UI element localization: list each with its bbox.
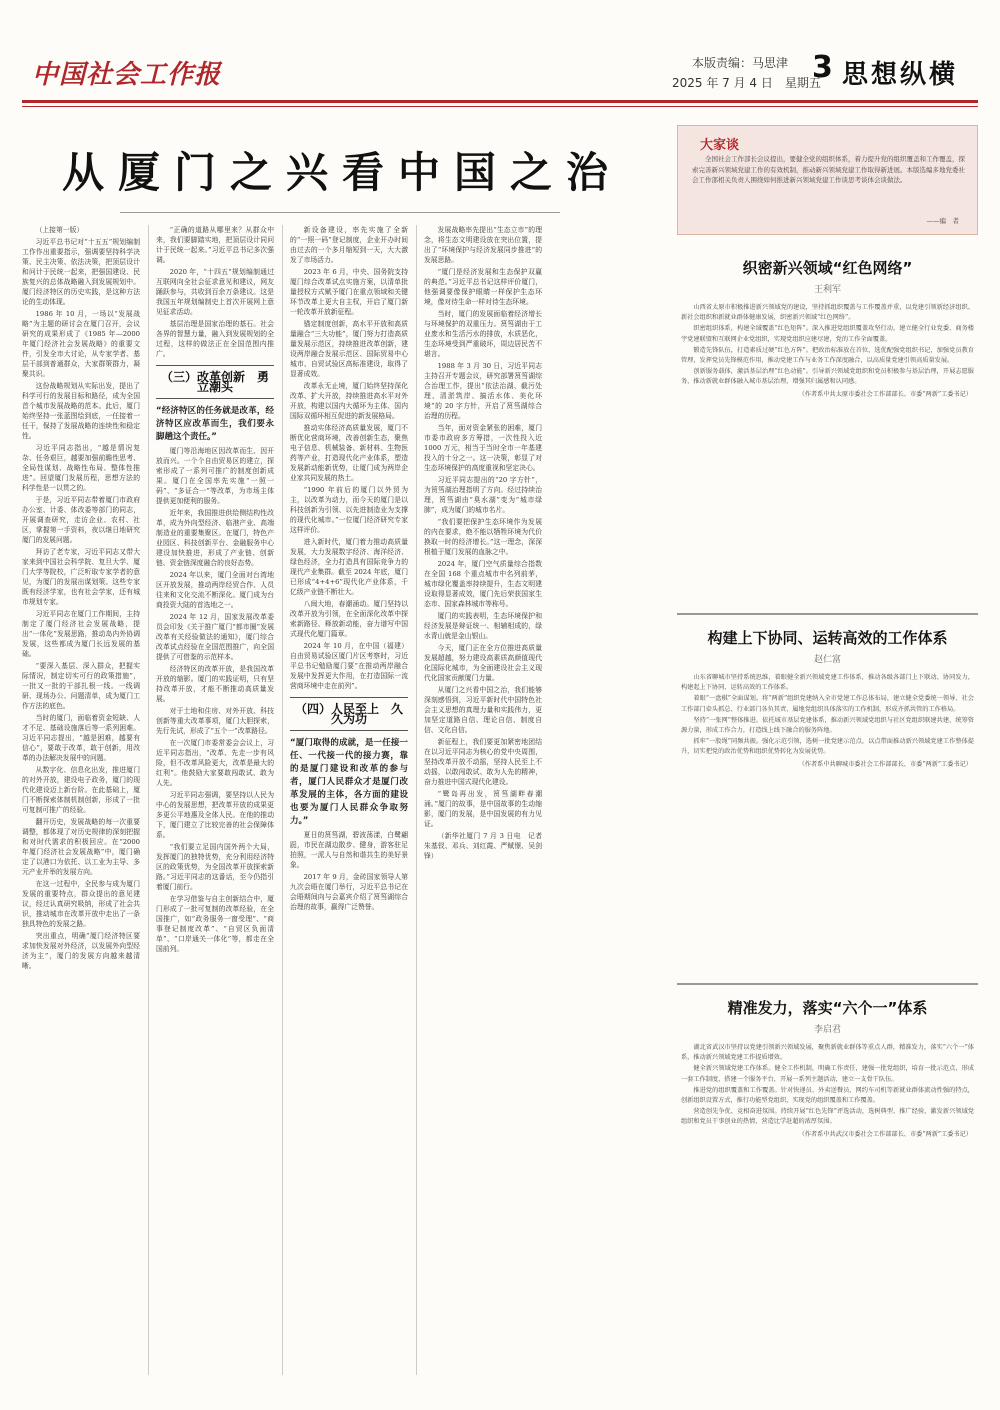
commentary-section <box>677 991 978 1138</box>
column-divider <box>416 225 417 1375</box>
commentary-paragraph: 创新服务载体，激活基层治理“红色动能”。引导新兴领域党组织和党员积极参与基层治理，开展志愿服务，推动新就业群体融入城市基层治理，增强其归属感和认同感。 <box>681 368 974 386</box>
commentary-body <box>677 1043 978 1128</box>
commentary-paragraph: 推进党的组织覆盖和工作覆盖。针对快递员、外卖送餐员、网约车司机等新就业群体流动性强的特点，创新组织设置方式，推行功能型党组织，实现党的组织覆盖和工作覆盖。 <box>681 1086 974 1105</box>
newspaper-logo: 中国社会工作报 <box>32 60 222 90</box>
sidebar-intro-box <box>677 125 978 235</box>
article-headline: 从厦门之兴看中国之治 <box>61 148 622 197</box>
commentary-paragraph: 山东省聊城市坚持系统思维，着眼健全新兴领域党建工作体系，推动各级各部门上下联动、协同发力，构建起上下协同、运转高效的工作体系。 <box>681 674 974 692</box>
article-paragraph: 推动实体经济高质量发展，厦门不断优化营商环境，改善创新生态，聚焦电子信息、机械装备、新材料、生物医药等产业，打造现代化产业体系，塑造发展新动能新优势，让厦门成为两岸企业家共同发展的热土。 <box>290 424 408 482</box>
commentary-paragraph: 山西省太原市积极推进新兴领域党的建设，坚持抓组织覆盖与工作覆盖并重，以党建引领新经济组织、新社会组织和新就业群体健康发展，织密新兴领域“红色网络”。 <box>681 304 974 322</box>
commentary-paragraph: 着眼“一盘棋”全面谋划。将“两新”组织党建纳入全市党建工作总体布局，建立健全党委统一领导、社会工作部门牵头抓总、行业部门各负其责、属地党组织具体落实的工作机制，形成齐抓共管的工作格局。 <box>681 695 974 713</box>
sidebar-commentary <box>677 125 978 1385</box>
column-divider <box>148 225 149 1375</box>
article-paragraph: 新设备建设，率先实施了全新的“一照一码”登记制度，企业开办时间由过去的一个多月缩短到一天，大大激发了市场活力。 <box>290 226 408 264</box>
article-paragraph: 2020 年，“十四五”规划编制通过互联网向全社会征求意见和建议，网友踊跃参与，共收到百余万条建议。这是我国五年规划编制史上首次开展网上意见征求活动。 <box>156 268 274 316</box>
article-paragraph: 习近平同志提出的“20 字方针”，为筼筜湖治理指明了方向。经过持续治理，筼筜湖由“臭水湖”变为“城市绿肺”，成为厦门的城市名片。 <box>424 476 542 514</box>
article-paragraph: 基层治理是国家治理的基石。社会各界的智慧力量，融入到发展规划的全过程，这样的做法正在全国范围内推广。 <box>156 320 274 358</box>
article-paragraph: 厦门等沿海地区因改革而生、因开放而兴。一个个自由贸易区的建立，探索形成了一系列可推广的制度创新成果。厦门在全国率先实施“一照一码”、“多证合一”等改革，为市场主体提供更加便利的服务。 <box>156 447 274 505</box>
section-subhead: （四）人民至上 久久为功 <box>290 697 408 731</box>
author-affiliation: （作者系中共聊城市委社会工作部部长、市委“两新”工委书记） <box>798 760 972 768</box>
article-paragraph: 锚定制度创新，高水平开放和高质量融合“三大功能”，厦门努力打造高质量发展示范区，持续推进改革创新，建设两岸融合发展示范区、国际贸易中心城市、自贸试验区高标准建设，取得了显著成效。 <box>290 320 408 378</box>
article-paragraph: 对于土地和住房、对外开放、科技创新等重大改革事项，厦门大胆探索，先行先试，形成了“五个一”改革路径。 <box>156 707 274 735</box>
article-paragraph: 在这一过程中，全民参与成为厦门发展的重要特点，群众提出的意见建议，经过认真研究吸纳，形成了社会共识，推动城市在改革开放中走出了一条独具特色的发展之路。 <box>22 880 140 928</box>
article-paragraph: “1990 年前后的厦门以外贸为主，以改革为动力，而今天的厦门是以科技创新为引领、以先进制造业为支撑的现代化城市。”一位厦门经济研究专家这样评价。 <box>290 486 408 534</box>
commentary-title: 织密新兴领域“红色网络” <box>742 259 913 277</box>
article-paragraph: （上接第一版） <box>35 226 84 234</box>
article-paragraph: “我们要把保护生态环境作为发展的内在要求，绝不能以牺牲环境为代价换取一时的经济增长。”这一理念，深深根植于厦门发展的血脉之中。 <box>424 518 542 556</box>
article-paragraph: 这份战略规划从实际出发，提出了科学可行的发展目标和路径，成为全国首个城市发展战略的范本。此后，厦门始终坚持一张蓝图绘到底，一任接着一任干，保持了发展战略的连续性和稳定性。 <box>22 382 140 440</box>
commentary-title: 构建上下协同、运转高效的工作体系 <box>707 629 948 647</box>
sidebar-intro-text: 全国社会工作部长会议提出，要健全党的组织体系，着力提升党的组织覆盖和工作覆盖，探索完善新兴领域党建工作的有效机制，推动新兴领域党建工作取得新进展。本版选编多地党委社会工作部相关负责人围绕如何推进新兴领域党建工作谈思考谈体会谈做法。 <box>692 155 965 184</box>
article-paragraph: 1988 年 3 月 30 日，习近平同志主持召开专题会议，研究部署筼筜湖综合治理工作，提出“依法治湖、截污处理、清淤筑岸、搞活水体、美化环境”的 20 字方针，开启了筼筜湖综合治理的历程。 <box>424 362 542 420</box>
article-paragraph: 在一次厦门市委常委会会议上，习近平同志指出，“改革、先走一步有风险，但不改革风险更大，改革是最大的红利”。他鼓励大家要敢闯敢试、敢为人先。 <box>156 739 274 787</box>
section-divider <box>677 983 978 985</box>
article-paragraph: 习近平同志指出，“越是情况复杂、任务艰巨，越要加强前瞻性思考、全局性谋划、战略性布局、整体性推进”。回望厦门发展历程，思想方法的科学性是一以贯之的。 <box>22 444 140 492</box>
author-affiliation: （作者系中共太原市委社会工作部部长、市委“两新”工委书记） <box>798 390 972 398</box>
commentary-section <box>677 621 978 768</box>
article-paragraph: 翻开历史，发展战略的每一次重要调整，都体现了对历史规律的深刻把握和对时代需求的积极回应。在“2000 年厦门经济社会发展战略”中，厦门确定了以港口为依托、以工业为主导、多元产业并举的发展方向。 <box>22 818 140 876</box>
article-paragraph: “我们要立足国内国外两个大局，发挥厦门的独特优势，充分利用经济特区的政策优势，为全国改革开放探索新路。”习近平同志的这番话，至今仍指引着厦门前行。 <box>156 843 274 891</box>
article-paragraph: 从厦门之兴看中国之治，我们能够深刻感悟到，习近平新时代中国特色社会主义思想的真理力量和实践伟力，更加坚定道路自信、理论自信、制度自信、文化自信。 <box>424 686 542 734</box>
article-paragraph: “鹭岛再出发，筼筜湖畔春潮涌。”厦门的故事，是中国故事的生动缩影，厦门的发展，是中国发展的有力见证。 <box>424 790 542 828</box>
article-column-4 <box>424 225 542 1375</box>
commentary-body <box>677 303 978 388</box>
issue-date: 2025 年 7 月 4 日 星期五 <box>672 76 821 90</box>
commentary-paragraph: 抓牢“一股绳”同频共振。强化示范引领，选树一批党建示范点，以点带面推动新兴领域党建工作整体提升，切实把党的政治优势和组织优势转化为发展优势。 <box>681 738 974 756</box>
article-paragraph: 拜访了老专家，习近平同志又带大家来到中国社会科学院、复旦大学、厦门大学等院校，广泛听取专家学者的意见，为厦门的发展出谋划策。这些专家既有经济学家，也有社会学家，还有城市规划专家。 <box>22 548 140 606</box>
article-paragraph: 2024 年，厦门空气质量综合指数在全国 168 个重点城市中名列前茅，城市绿化覆盖率持续提升，生态文明建设取得显著成效，厦门先后荣获国家生态市、国家森林城市等称号。 <box>424 560 542 608</box>
article-paragraph: “正确的道路从哪里来？从群众中来，我们要脚踏实地，把顶层设计同问计于民统一起来。”习近平总书记多次强调。 <box>156 226 274 264</box>
commentary-paragraph: 湖北省武汉市坚持以党建引领新兴领域发展，聚焦新就业群体等重点人群，精准发力，落实“六个一”体系，推动新兴领域党建工作提质增效。 <box>681 1044 974 1062</box>
sidebar-intro-sign: ——编 者 <box>926 217 959 225</box>
commentary-author: 赵仁富 <box>813 655 841 665</box>
article-paragraph: 从数字化、信息化出发，推进厦门的对外开放，建设电子政务，厦门的现代化建设迈上新台阶。在此基础上，厦门不断探索体制机制创新，形成了一批可复制可推广的经验。 <box>22 766 140 814</box>
article-paragraph: 新征程上，我们要更加紧密地团结在以习近平同志为核心的党中央周围，坚持改革开放不动摇，坚持人民至上不动摇，以敢闯敢试、敢为人先的精神，奋力推进中国式现代化建设。 <box>424 738 542 786</box>
article-paragraph: “厦门是经济发展和生态保护双赢的典范。”习近平总书记这样评价厦门，他强调要像保护眼睛一样保护生态环境，像对待生命一样对待生态环境。 <box>424 268 542 306</box>
commentary-body <box>677 673 978 758</box>
masthead <box>22 50 978 100</box>
commentary-paragraph: 坚持“一张网”整体推进。依托城市基层党建体系，推动新兴领域党组织与社区党组织联建共建，统筹资源力量，形成工作合力，打造线上线下融合的服务阵地。 <box>681 716 974 735</box>
pull-quote: “厦门取得的成就，是一任接一任、一代接一代的接力赛，靠的是厦门建设和改革的参与者，厦门人民群众才是厦门改革发展的主体，各方面的建设也要为厦门人民群众争取努力。” <box>290 738 408 826</box>
masthead-rule-thin <box>22 106 978 107</box>
commentary-author: 李启君 <box>813 1025 841 1035</box>
headline-divider <box>120 212 560 213</box>
article-column-2 <box>156 225 274 1375</box>
article-paragraph: 2024 年 12 月，国家发展改革委员会印发《关于推广厦门“都市圈”发展改革有关经验做法的通知》，厦门综合改革试点经验在全国范围推广，向全国提供了可借鉴的示范样本。 <box>156 613 274 661</box>
article-paragraph: 夏日的筼筜湖，碧波荡漾，白鹭翩跹，市民在湖边散步、健身，游客驻足拍照，一派人与自然和谐共生的美好景象。 <box>290 831 408 869</box>
masthead-rule <box>22 100 978 103</box>
article-paragraph: 近年来，我国推进供给侧结构性改革，成为外向型经济、临港产业、高端制造业的重要集聚区。在厦门，特色产业园区、科技创新平台、金融服务中心建设加快推进，形成了产业链、创新链、资金链深度融合的良好态势。 <box>156 509 274 567</box>
article-paragraph: 厦门的实践表明，生态环境保护和经济发展是辩证统一、相辅相成的，绿水青山就是金山银山。 <box>424 612 542 640</box>
main-article <box>22 225 662 1385</box>
article-paragraph: 习近平同志在厦门工作期间，主持制定了厦门经济社会发展战略，提出“一体化”发展思路，推动岛内外协调发展，这些都成为厦门长远发展的基础。 <box>22 610 140 658</box>
commentary-author: 王利军 <box>813 285 841 295</box>
article-paragraph: 2024 年以来，厦门全面对台湾地区开放发展，推动两岸经贸合作、人员往来和文化交流不断深化。厦门成为台商投资大陆的首选地之一。 <box>156 571 274 609</box>
author-affiliation: （作者系中共武汉市委社会工作部部长、市委“两新”工委书记） <box>798 1130 972 1138</box>
article-paragraph: 突出重点，明确“厦门经济特区要求加快发展对外经济，以发展外向型经济为主”，厦门的发展方向越来越清晰。 <box>22 932 140 970</box>
section-subhead: （三）改革创新 勇立潮头 <box>156 365 274 399</box>
article-paragraph: 八闽大地，春潮涌动。厦门坚持以改革开放为引领，在全面深化改革中探索新路径、释放新动能，奋力谱写中国式现代化厦门篇章。 <box>290 600 408 638</box>
commentary-paragraph: 织密组织体系，构建全域覆盖“红色矩阵”。深入推进党组织覆盖攻坚行动，建立健全行业党委、商务楼宇党建联盟和互联网企业党组织，实现党组织应建尽建，党的工作全面覆盖。 <box>681 325 974 343</box>
article-paragraph: 经济特区的改革开放，是我国改革开放的缩影。厦门的实践证明，只有坚持改革开放，才能不断推动高质量发展。 <box>156 665 274 703</box>
commentary-paragraph: 健全新兴领域党建工作体系。健全工作机制，明确工作责任，建强一批党组织，培育一批示范点，形成一套工作制度，搭建一个服务平台，开展一系列主题活动，建立一支骨干队伍。 <box>681 1065 974 1083</box>
article-paragraph: 改革永无止境，厦门始终坚持深化改革、扩大开放，持续推进高水平对外开放，构建以国内大循环为主体、国内国际双循环相互促进的新发展格局。 <box>290 382 408 420</box>
article-paragraph: 当时的厦门，面临着资金短缺、人才不足、基础设施落后等一系列困难。习近平同志提出，“越是困难，越要有信心”，要敢于改革，敢于创新，用改革的办法解决发展中的问题。 <box>22 714 140 762</box>
article-paragraph: 发展战略率先提出“生态立市”的理念，将生态文明建设放在突出位置，提出了“环境保护与经济发展同步推进”的发展思路。 <box>424 226 542 264</box>
article-paragraph: 习近平总书记对“十五五”规划编制工作作出重要指示，强调要坚持科学决策、民主决策、依法决策，把顶层设计和问计于民统一起来，把强国建设、民族复兴的总体战略融入到发展规划中。厦门经济特区的历史实践，是这种方法论的生动体现。 <box>22 238 140 306</box>
article-paragraph: 当年，面对资金紧张的困难，厦门市委市政府多方筹措，一次性投入近 1000 万元，相当于当时全市一年基建投入的十分之一。这一决策，彰显了对生态环境保护的高度重视和坚定决心。 <box>424 424 542 472</box>
article-paragraph: 当时，厦门的发展面临着经济增长与环境保护的双重压力。筼筜湖由于工业废水和生活污水的排放，水质恶化，生态环境受到严重破坏，周边居民苦不堪言。 <box>424 310 542 358</box>
article-column-3 <box>290 225 408 1375</box>
article-column-1 <box>22 225 140 1375</box>
article-paragraph: “要深入基层、深入群众，把握实际情况，制定切实可行的政策措施”，一批又一批的干部扎根一线。一线调研、现场办公、问题清单，成为厦门工作方法的底色。 <box>22 662 140 710</box>
article-paragraph: 在学习借鉴与自主创新结合中，厦门形成了一批可复制的改革经验，在全国推广，如“政务服务一窗受理”、“商事登记制度改革”、“自贸区负面清单”、“口岸通关一体化”等，都走在全国前列。 <box>156 895 274 953</box>
page-number: 3 <box>812 50 833 85</box>
article-paragraph: 今天，厦门正在全方位推进高质量发展超越，努力建设高素质高颜值现代化国际化城市，为全面建设社会主义现代化国家贡献厦门力量。 <box>424 644 542 682</box>
article-paragraph: 2023 年 6 月，中央、国务院支持厦门综合改革试点实施方案，以清单批量授权方式赋予厦门在重点领域和关键环节改革上更大自主权，开启了厦门新一轮改革开放新征程。 <box>290 268 408 316</box>
byline-credit: （新华社厦门 7 月 3 日电 记者朱基钗、邓兵、刘红霞、严赋憬、吴剑锋） <box>424 832 542 860</box>
pull-quote: “经济特区的任务就是改革，经济特区应改革而生，我们要永脚趟这个责任。” <box>156 406 274 442</box>
section-divider <box>677 613 978 615</box>
commentary-paragraph: 营造创先争优、竞相奋进氛围。持续开展“红色先锋”评选活动，选树典型、推广经验，激发新兴领域党组织和党员干事创业的热情，营造比学赶超的浓厚氛围。 <box>681 1108 974 1126</box>
page-editor: 本版责编：马思津 <box>692 56 789 70</box>
commentary-paragraph: 锻造先锋队伍，打造素质过硬“红色方阵”。把政治标准放在首位，选优配强党组织书记，加强党员教育管理，发挥党员先锋模范作用，推动党建工作与业务工作深度融合，以高质量党建引领高质量发展。 <box>681 346 974 365</box>
commentary-title: 精准发力，落实“六个一”体系 <box>727 999 928 1017</box>
article-paragraph: 习近平同志强调，要坚持以人民为中心的发展思想，把改革开放的成果更多更公平地惠及全体人民。在他的推动下，厦门建立了比较完善的社会保障体系。 <box>156 791 274 839</box>
section-name: 思想纵横 <box>842 60 959 90</box>
column-divider <box>282 225 283 1375</box>
article-paragraph: 1986 年 10 月，一场以“发展战略”为主题的研讨会在厦门召开，会议研究的成果形成了《1985 年—2000 年厦门经济社会发展战略》的重要文件，引发全市大讨论，从专家学者、基层干部到普通群众，大家群策群力，凝聚共识。 <box>22 310 140 378</box>
article-paragraph: 2024 年 10 月，在中国（福建）自由贸易试验区厦门片区考察时，习近平总书记勉励厦门要“在推动两岸融合发展中发挥更大作用，在打造国际一流营商环境中走在前列”。 <box>290 642 408 690</box>
sidebar-column-title: 大家谈 <box>700 138 740 153</box>
article-paragraph: 进入新时代，厦门着力推动高质量发展，大力发展数字经济、海洋经济、绿色经济，全力打造具有国际竞争力的现代产业集群。截至 2024 年底，厦门已形成“4+4+6”现代化产业体系，千亿级产业链不断壮大。 <box>290 538 408 596</box>
article-paragraph: 2017 年 9 月，金砖国家领导人第九次会晤在厦门举行，习近平总书记在会晤期间向与会嘉宾介绍了筼筜湖综合治理的故事，赢得广泛赞誉。 <box>290 873 408 911</box>
commentary-section <box>677 251 978 398</box>
article-paragraph: 于是，习近平同志带着厦门市政府办公室、计委、体改委等部门的同志，开展调查研究，走访企业、农村、社区，掌握第一手资料，夜以继日地研究厦门的发展问题。 <box>22 496 140 544</box>
